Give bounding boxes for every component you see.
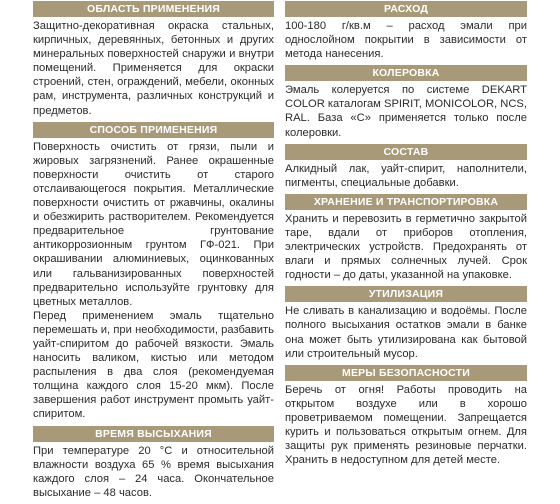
consumption-text: 100-180 г/кв.м – расход эмали при однослойном покрытии в зависимости от метода нанесения. bbox=[285, 20, 527, 61]
disposal-text: Не сливать в канализацию и водоёмы. После полного высыхания остатков эмали в банке она может быть утилизирована как бытовой или строительный мусор. bbox=[285, 305, 527, 360]
safety-text: Беречь от огня! Работы проводить на открытом воздухе или в хорошо проветриваемом помещении. Запрещается курить и пользоваться открытым огнем. Для защиты рук применять резиновые перчатки. Хранить в недоступном для детей месте. bbox=[285, 383, 527, 467]
section-application-area bbox=[33, 1, 274, 118]
left-column bbox=[33, 0, 274, 504]
application-method-heading: СПОСОБ ПРИМЕНЕНИЯ bbox=[33, 122, 274, 138]
section-tinting bbox=[285, 65, 527, 139]
application-method-text-1: Поверхность очистить от грязи, пыли и жировых загрязнений. Ранее окрашенные поверхности очистить от старого отслаивающегося покрытия. Металлические поверхности очистить от ржавчины, окалины и обезжирить растворителем. Рекомендуется предварительное грунтование антикоррозионным грунтом ГФ-021. При окрашивании алюминиевых, оцинкованных или гальванизированных поверхностей предварительно используйте грунтовку для цветных металлов. bbox=[33, 140, 274, 308]
application-area-heading: ОБЛАСТЬ ПРИМЕНЕНИЯ bbox=[33, 1, 274, 17]
composition-text: Алкидный лак, уайт-спирит, наполнители, пигменты, специальные добавки. bbox=[285, 162, 527, 189]
tinting-heading: КОЛЕРОВКА bbox=[285, 65, 527, 81]
section-drying-time bbox=[33, 426, 274, 500]
section-disposal bbox=[285, 286, 527, 360]
drying-time-text: При температуре 20 °С и относительной влажности воздуха 65 % время высыхания каждого слоя – 24 часа. Окончательное высыхание – 48 часов. bbox=[33, 444, 274, 499]
section-application-method bbox=[33, 122, 274, 422]
composition-heading: СОСТАВ bbox=[285, 144, 527, 160]
right-column bbox=[285, 0, 527, 471]
application-area-text: Защитно-декоративная окраска стальных, кирпичных, деревянных, бетонных и других минеральных поверхностей снаружи и внутри помещений. Применяется для окраски строений, стен, ограждений, мебели, оконных рам, инструмента, различных конструкций и предметов. bbox=[33, 20, 274, 117]
safety-heading: МЕРЫ БЕЗОПАСНОСТИ bbox=[285, 365, 527, 381]
disposal-heading: УТИЛИЗАЦИЯ bbox=[285, 286, 527, 302]
section-safety bbox=[285, 365, 527, 468]
section-storage bbox=[285, 194, 527, 282]
section-composition bbox=[285, 144, 527, 190]
consumption-heading: РАСХОД bbox=[285, 1, 527, 17]
tinting-text: Эмаль колеруется по системе DEKART COLOR каталогам SPIRIT, MONICOLOR, NCS, RAL. База «С» применяется только после колеровки. bbox=[285, 84, 527, 139]
storage-heading: ХРАНЕНИЕ И ТРАНСПОРТИРОВКА bbox=[285, 194, 527, 210]
section-consumption bbox=[285, 1, 527, 61]
drying-time-heading: ВРЕМЯ ВЫСЫХАНИЯ bbox=[33, 426, 274, 442]
storage-text: Хранить и перевозить в герметично закрытой таре, вдали от приборов отопления, электрических устройств. Предохранять от влаги и прямых солнечных лучей. Срок годности – до даты, указанной на упаковке. bbox=[285, 212, 527, 282]
application-method-text-2: Перед применением эмаль тщательно перемешать и, при необходимости, разбавить уайт-спиритом до рабочей вязкости. Эмаль наносить валиком, кистью или методом распыления в два слоя (рекомендуемая толщина каждого слоя 15-20 мкм). После завершения работ инструмент промыть уайт-спиритом. bbox=[33, 309, 274, 421]
